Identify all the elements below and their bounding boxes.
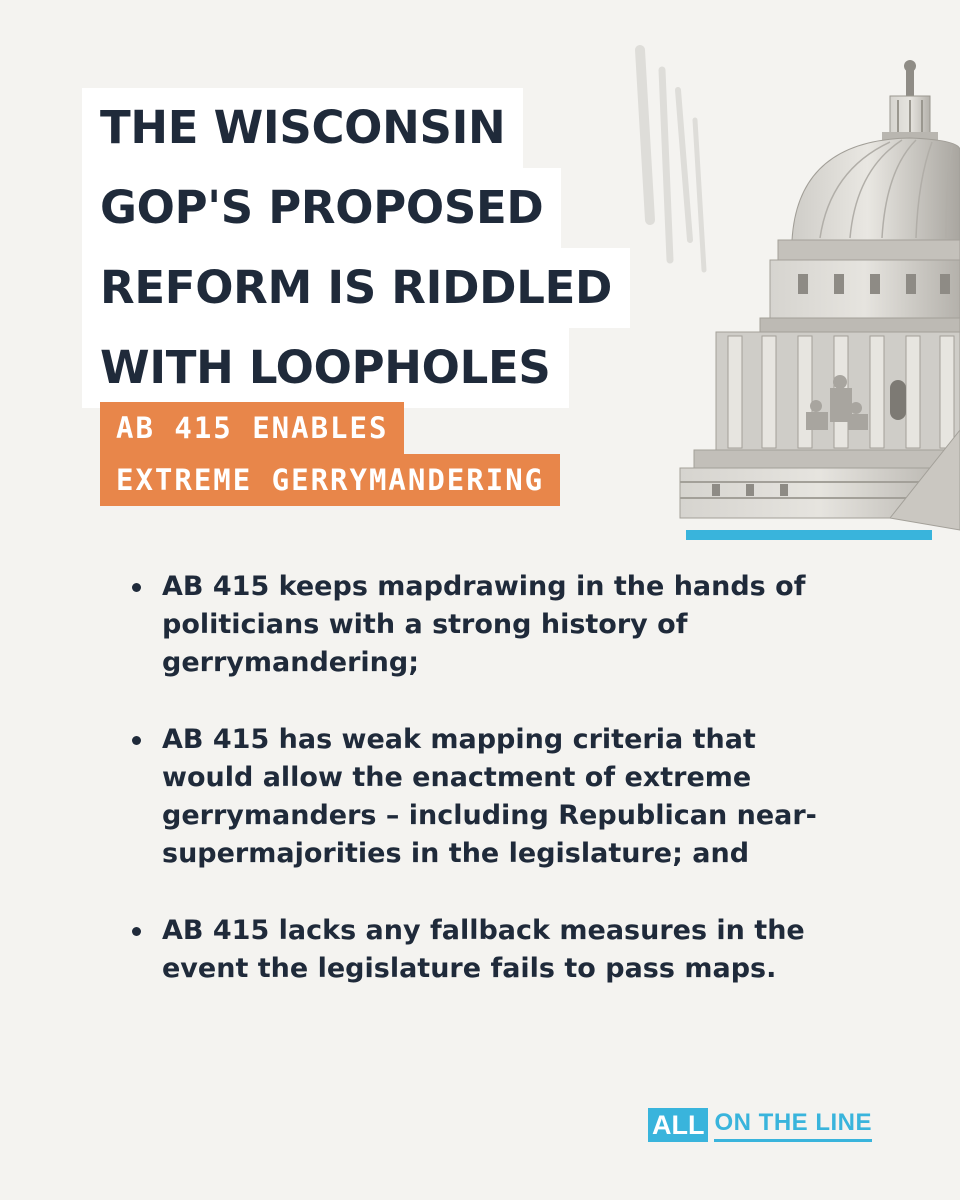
bullet-item (128, 568, 828, 682)
bullet-list (128, 568, 828, 1027)
bullet-dot-icon (132, 927, 141, 936)
bullet-dot-icon (132, 736, 141, 745)
headline-line-3-part-1: REFORM (100, 261, 328, 314)
subhead (100, 402, 560, 506)
headline-line-1: THE WISCONSIN (82, 88, 523, 168)
subhead-line-2: EXTREME GERRYMANDERING (100, 454, 560, 506)
headline (82, 88, 630, 408)
bullet-text: AB 415 keeps mapdrawing in the hands of politicians with a strong history of gerrymandering; (162, 571, 806, 678)
capitol-building-illustration (620, 30, 960, 540)
bullet-text: AB 415 lacks any fallback measures in the event the legislature fails to pass maps. (162, 915, 805, 984)
subhead-line-1: AB 415 ENABLES (100, 402, 404, 454)
headline-line-4: WITH LOOPHOLES (82, 328, 569, 408)
all-on-the-line-logo (648, 1106, 872, 1142)
logo-box-text: ALL (648, 1108, 708, 1142)
accent-rule (686, 530, 932, 540)
bullet-item (128, 721, 828, 873)
headline-line-2: GOP'S PROPOSED (82, 168, 561, 248)
bullet-dot-icon (132, 583, 141, 592)
bullet-text: AB 415 has weak mapping criteria that would allow the enactment of extreme gerrymanders – including Republican near-supermajorities in the legislature; and (162, 724, 817, 869)
logo-text: ON THE LINE (714, 1109, 872, 1142)
headline-line-3-emphasis: IS RIDDLED (327, 261, 613, 314)
headline-line-3 (82, 248, 630, 328)
bullet-item (128, 912, 828, 988)
